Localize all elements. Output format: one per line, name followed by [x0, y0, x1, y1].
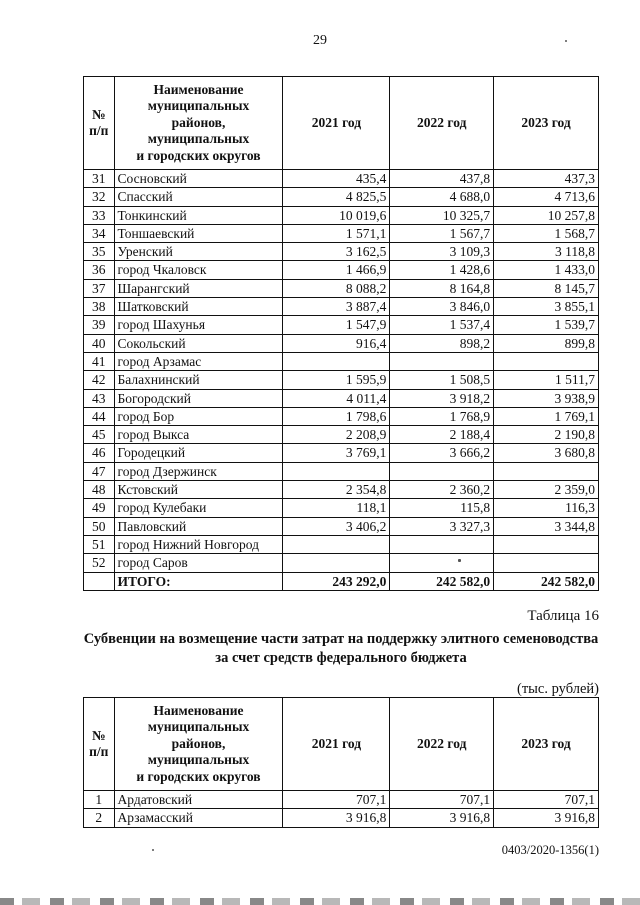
table-row	[84, 554, 599, 572]
value-2021: 1 466,9	[283, 261, 390, 279]
table-row	[84, 791, 599, 809]
table-row	[84, 352, 599, 370]
table-row	[84, 535, 599, 553]
row-number: 51	[84, 535, 115, 553]
value-2021: 2 208,9	[283, 426, 390, 444]
header-name: Наименование муниципальных районов, муниципальных и городских округов	[114, 698, 283, 791]
value-2023	[494, 535, 599, 553]
total-2022: 242 582,0	[390, 572, 494, 590]
header-num: № п/п	[84, 77, 115, 170]
total-2023: 242 582,0	[494, 572, 599, 590]
value-2023: 2 359,0	[494, 481, 599, 499]
value-2021: 118,1	[283, 499, 390, 517]
row-number: 41	[84, 352, 115, 370]
value-2022: 1 567,7	[390, 224, 494, 242]
table-row	[84, 206, 599, 224]
district-name: город Нижний Новгород	[114, 535, 283, 553]
district-name: город Саров	[114, 554, 283, 572]
main-subsidy-table	[83, 76, 599, 591]
row-number: 50	[84, 517, 115, 535]
header-2023: 2023 год	[494, 698, 599, 791]
table-row	[84, 279, 599, 297]
district-name: Кстовский	[114, 481, 283, 499]
value-2021	[283, 554, 390, 572]
district-name: город Кулебаки	[114, 499, 283, 517]
value-2023: 116,3	[494, 499, 599, 517]
row-number: 35	[84, 243, 115, 261]
table-16	[83, 697, 599, 828]
row-number: 31	[84, 170, 115, 188]
value-2022	[390, 352, 494, 370]
value-2022: 1 428,6	[390, 261, 494, 279]
row-number: 45	[84, 426, 115, 444]
table-row	[84, 517, 599, 535]
value-2023	[494, 352, 599, 370]
row-number: 1	[84, 791, 115, 809]
value-2022: 1 508,5	[390, 371, 494, 389]
table-row	[84, 444, 599, 462]
value-2022: 707,1	[390, 791, 494, 809]
row-number: 36	[84, 261, 115, 279]
row-number: 2	[84, 809, 115, 827]
table-row	[84, 426, 599, 444]
header-2022: 2022 год	[390, 698, 494, 791]
table-row	[84, 371, 599, 389]
district-name: Сосновский	[114, 170, 283, 188]
row-number: 49	[84, 499, 115, 517]
table-row	[84, 261, 599, 279]
scan-edge-strip	[0, 898, 640, 905]
table-row	[84, 316, 599, 334]
value-2023: 3 680,8	[494, 444, 599, 462]
header-2021: 2021 год	[283, 77, 390, 170]
row-number: 38	[84, 298, 115, 316]
value-2023: 3 344,8	[494, 517, 599, 535]
value-2021	[283, 462, 390, 480]
value-2023	[494, 554, 599, 572]
district-name: город Шахунья	[114, 316, 283, 334]
document-code: 0403/2020-1356(1)	[501, 843, 599, 857]
district-name: Уренский	[114, 243, 283, 261]
total-label: ИТОГО:	[114, 572, 283, 590]
value-2023	[494, 462, 599, 480]
header-2022: 2022 год	[390, 77, 494, 170]
value-2022: 3 109,3	[390, 243, 494, 261]
total-num-cell	[84, 572, 115, 590]
value-2021: 3 887,4	[283, 298, 390, 316]
value-2023: 1 511,7	[494, 371, 599, 389]
value-2021: 2 354,8	[283, 481, 390, 499]
row-number: 48	[84, 481, 115, 499]
value-2023: 1 539,7	[494, 316, 599, 334]
value-2023: 3 855,1	[494, 298, 599, 316]
table-row	[84, 243, 599, 261]
row-number: 42	[84, 371, 115, 389]
district-name: Шатковский	[114, 298, 283, 316]
row-number: 33	[84, 206, 115, 224]
value-2022: 115,8	[390, 499, 494, 517]
row-number: 40	[84, 334, 115, 352]
value-2021: 10 019,6	[283, 206, 390, 224]
value-2021: 707,1	[283, 791, 390, 809]
row-number: 39	[84, 316, 115, 334]
row-number: 37	[84, 279, 115, 297]
table-16-body	[84, 791, 599, 828]
district-name: Арзамасский	[114, 809, 283, 827]
value-2021: 1 547,9	[283, 316, 390, 334]
value-2022: 3 666,2	[390, 444, 494, 462]
row-number: 43	[84, 389, 115, 407]
table-row	[84, 809, 599, 827]
table-row	[84, 481, 599, 499]
scan-speck	[565, 40, 567, 42]
district-name: Ардатовский	[114, 791, 283, 809]
district-name: город Бор	[114, 407, 283, 425]
table-row	[84, 170, 599, 188]
value-2023: 899,8	[494, 334, 599, 352]
table-row	[84, 407, 599, 425]
row-number: 32	[84, 188, 115, 206]
total-row	[84, 572, 599, 590]
table-row	[84, 298, 599, 316]
value-2021: 3 162,5	[283, 243, 390, 261]
value-2021: 4 825,5	[283, 188, 390, 206]
value-2023: 2 190,8	[494, 426, 599, 444]
value-2022	[390, 535, 494, 553]
header-name: Наименование муниципальных районов, муниципальных и городских округов	[114, 77, 283, 170]
value-2023: 1 433,0	[494, 261, 599, 279]
value-2022	[390, 554, 494, 572]
value-2022: 3 846,0	[390, 298, 494, 316]
value-2021: 8 088,2	[283, 279, 390, 297]
value-2022: 898,2	[390, 334, 494, 352]
district-name: Городецкий	[114, 444, 283, 462]
value-2021: 1 595,9	[283, 371, 390, 389]
row-number: 34	[84, 224, 115, 242]
value-2022: 2 360,2	[390, 481, 494, 499]
row-number: 46	[84, 444, 115, 462]
value-2022: 10 325,7	[390, 206, 494, 224]
value-2022: 3 327,3	[390, 517, 494, 535]
scan-speck	[458, 559, 461, 562]
row-number: 47	[84, 462, 115, 480]
value-2021: 3 406,2	[283, 517, 390, 535]
value-2021: 916,4	[283, 334, 390, 352]
value-2023: 1 568,7	[494, 224, 599, 242]
value-2021: 4 011,4	[283, 389, 390, 407]
district-name: Сокольский	[114, 334, 283, 352]
value-2022: 3 918,2	[390, 389, 494, 407]
table-title: Субвенции на возмещение части затрат на поддержку элитного семеноводства за счет средств федерального бюджета	[83, 631, 599, 666]
value-2021: 1 798,6	[283, 407, 390, 425]
table-row	[84, 224, 599, 242]
value-2022: 437,8	[390, 170, 494, 188]
district-name: Балахнинский	[114, 371, 283, 389]
value-2022: 4 688,0	[390, 188, 494, 206]
district-name: Тоншаевский	[114, 224, 283, 242]
table-row	[84, 188, 599, 206]
value-2021: 435,4	[283, 170, 390, 188]
value-2023: 707,1	[494, 791, 599, 809]
value-2023: 10 257,8	[494, 206, 599, 224]
value-2021: 3 769,1	[283, 444, 390, 462]
value-2021	[283, 535, 390, 553]
district-name: Богородский	[114, 389, 283, 407]
value-2022: 1 768,9	[390, 407, 494, 425]
district-name: Павловский	[114, 517, 283, 535]
district-name: Тонкинский	[114, 206, 283, 224]
table-row	[84, 389, 599, 407]
unit-label: (тыс. рублей)	[517, 681, 599, 697]
district-name: Спасский	[114, 188, 283, 206]
district-name: город Чкаловск	[114, 261, 283, 279]
main-table-body	[84, 170, 599, 591]
row-number: 44	[84, 407, 115, 425]
value-2021	[283, 352, 390, 370]
value-2022: 3 916,8	[390, 809, 494, 827]
value-2023: 3 118,8	[494, 243, 599, 261]
scan-speck	[152, 849, 154, 851]
value-2021: 1 571,1	[283, 224, 390, 242]
district-name: город Выкса	[114, 426, 283, 444]
value-2023: 437,3	[494, 170, 599, 188]
value-2022: 1 537,4	[390, 316, 494, 334]
row-number: 52	[84, 554, 115, 572]
header-2023: 2023 год	[494, 77, 599, 170]
table-row	[84, 499, 599, 517]
value-2023: 3 916,8	[494, 809, 599, 827]
district-name: город Дзержинск	[114, 462, 283, 480]
table-row	[84, 334, 599, 352]
header-2021: 2021 год	[283, 698, 390, 791]
value-2023: 4 713,6	[494, 188, 599, 206]
district-name: город Арзамас	[114, 352, 283, 370]
total-2021: 243 292,0	[283, 572, 390, 590]
page-number: 29	[313, 33, 327, 48]
table-row	[84, 462, 599, 480]
value-2023: 3 938,9	[494, 389, 599, 407]
header-num: № п/п	[84, 698, 115, 791]
table-caption: Таблица 16	[527, 608, 599, 624]
value-2023: 8 145,7	[494, 279, 599, 297]
value-2022: 2 188,4	[390, 426, 494, 444]
district-name: Шарангский	[114, 279, 283, 297]
value-2022	[390, 462, 494, 480]
value-2023: 1 769,1	[494, 407, 599, 425]
value-2022: 8 164,8	[390, 279, 494, 297]
value-2021: 3 916,8	[283, 809, 390, 827]
